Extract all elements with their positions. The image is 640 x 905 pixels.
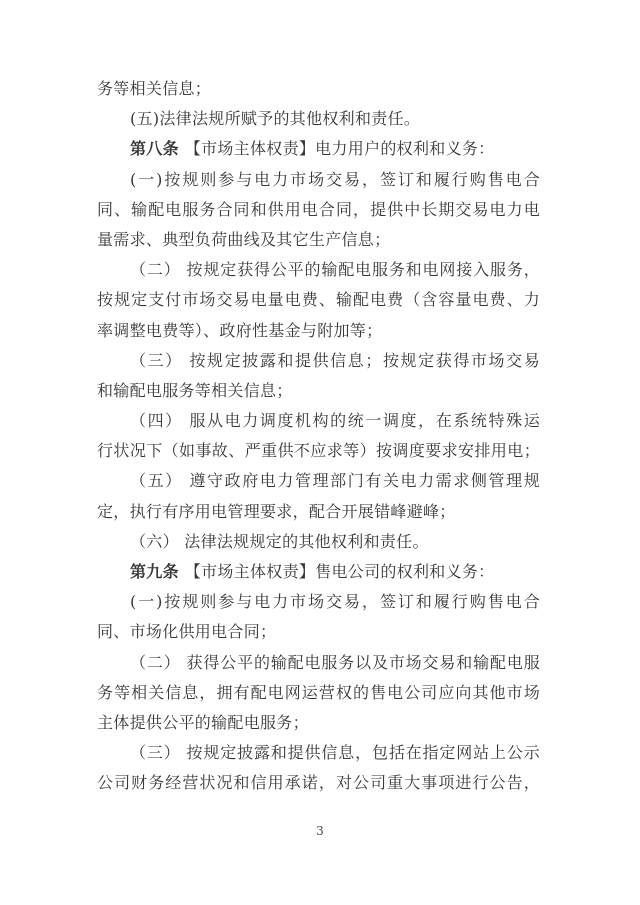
text-line — [97, 285, 540, 315]
text-line — [97, 678, 540, 708]
text-line — [97, 708, 540, 738]
text-line — [97, 225, 540, 255]
text-line — [97, 74, 540, 104]
text-line — [97, 165, 540, 195]
text-segment: 主体提供公平的输配电服务； — [97, 712, 309, 732]
text-line — [97, 346, 540, 376]
text-segment: 【市场主体权责】电力用户的权利和义务： — [184, 139, 495, 159]
text-line — [97, 587, 540, 617]
text-segment: （三） 按规定披露和提供信息，包括在指定网站上公示 — [130, 743, 540, 763]
text-line — [97, 527, 540, 557]
article-9-heading — [97, 557, 540, 587]
text-segment: （二） 按规定获得公平的输配电服务和电网接入服务， — [130, 260, 540, 280]
text-segment: 务等相关信息； — [97, 79, 212, 98]
text-line — [97, 255, 540, 285]
text-segment: 公司财务经营状况和信用承诺，对公司重大事项进行公告， — [97, 773, 540, 793]
text-segment: 率调整电费等）、政府性基金与附加等； — [97, 320, 383, 340]
text-line — [97, 497, 540, 527]
document-body — [97, 74, 540, 799]
text-segment: （五） 遵守政府电力管理部门有关电力需求侧管理规 — [130, 471, 540, 491]
text-segment: 同、输配电服务合同和供用电合同，提供中长期交易电力电 — [97, 199, 540, 219]
text-segment: 量需求、典型负荷曲线及其它生产信息； — [97, 229, 391, 249]
text-segment: （六） 法律法规规定的其他权利和责任。 — [130, 531, 429, 551]
text-segment: (一)按规则参与电力市场交易，签订和履行购售电合 — [130, 169, 540, 189]
text-segment: 务等相关信息，拥有配电网运营权的售电公司应向其他市场 — [97, 682, 540, 702]
text-line — [97, 617, 540, 647]
text-segment: 按规定支付市场交易电量电费、输配电费（含容量电费、力 — [97, 290, 540, 310]
text-line — [97, 466, 540, 496]
text-segment: 定，执行有序用电管理要求，配合开展错峰避峰； — [97, 501, 456, 521]
text-segment: 同、市场化供用电合同； — [97, 622, 277, 642]
text-segment: （四） 服从电力调度机构的统一调度，在系统特殊运 — [130, 411, 540, 431]
text-line — [97, 104, 540, 134]
text-segment: 【市场主体权责】售电公司的权利和义务： — [184, 562, 495, 581]
page-number: 3 — [316, 824, 324, 838]
article-8-heading — [97, 134, 540, 164]
text-line — [97, 738, 540, 768]
text-line — [97, 768, 540, 798]
article-number: 第八条 — [130, 139, 185, 159]
text-line — [97, 195, 540, 225]
text-line — [97, 376, 540, 406]
text-segment: （二） 获得公平的输配电服务以及市场交易和输配电服 — [130, 652, 540, 672]
text-line — [97, 316, 540, 346]
text-line — [97, 436, 540, 466]
text-line — [97, 648, 540, 678]
text-segment: (五)法律法规所赋予的其他权利和责任。 — [130, 109, 421, 129]
text-segment: （三） 按规定披露和提供信息；按规定获得市场交易 — [130, 350, 540, 370]
text-segment: 行状况下（如事故、严重供不应求等）按调度要求安排用电； — [97, 441, 540, 461]
text-segment: 和输配电服务等相关信息； — [97, 380, 293, 400]
article-number: 第九条 — [130, 562, 185, 581]
text-segment: (一)按规则参与电力市场交易，签订和履行购售电合 — [130, 592, 540, 612]
text-line — [97, 406, 540, 436]
